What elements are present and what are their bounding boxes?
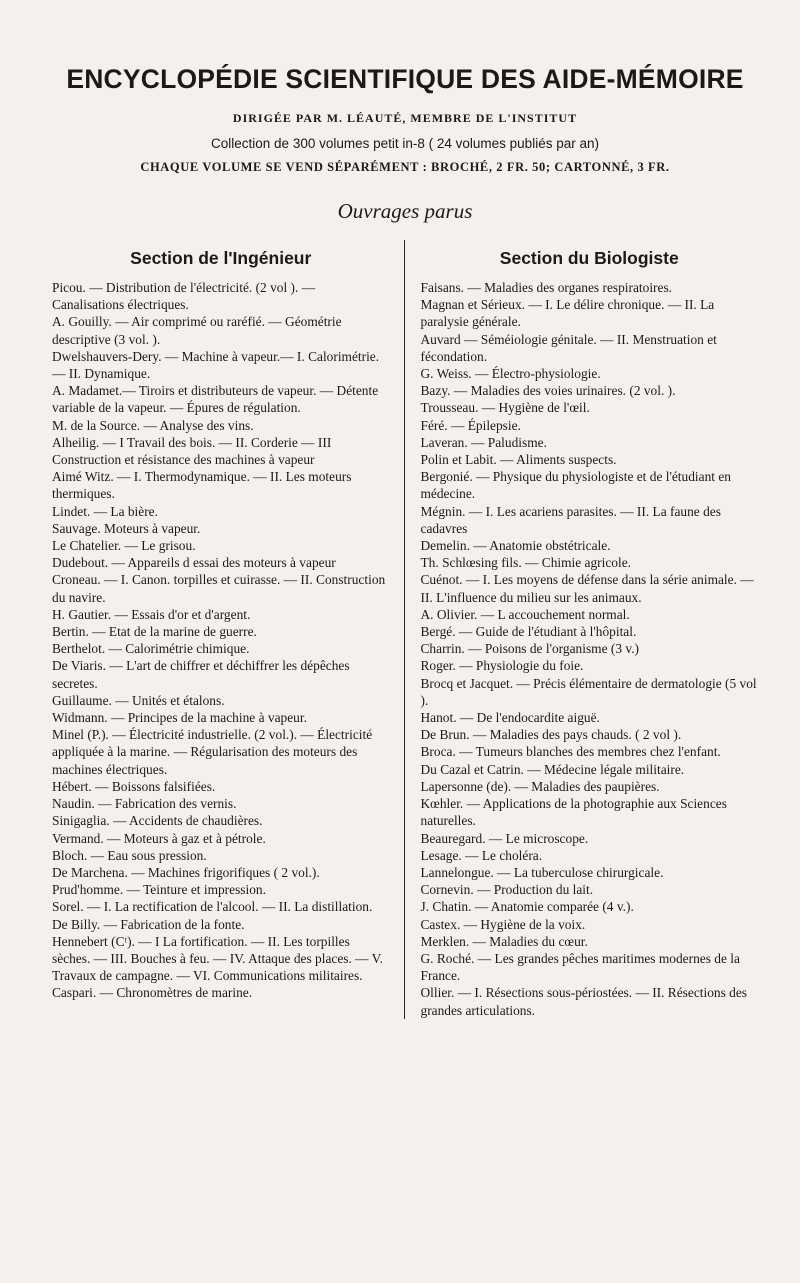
list-item: Auvard — Séméiologie génitale. — II. Menstruation et fécondation. <box>420 331 717 364</box>
list-item: Le Chatelier. — Le grisou. <box>52 538 196 554</box>
page-title: ENCYCLOPÉDIE SCIENTIFIQUE DES AIDE-MÉMOIRE <box>66 64 744 94</box>
list-item: Minel (P.). — Électricité industrielle. (2 vol.). — Électricité appliquée à la marine. — Régularisation des moteurs des machines électriques. <box>52 727 373 777</box>
list-item: Brocq et Jacquet. — Précis élémentaire de dermatologie (5 vol ). <box>420 675 757 708</box>
list-item: Hennebert (Cᵗ). — I La fortification. — II. Les torpilles sèches. — III. Bouches à feu. — IV. Attaque des places. — V. Travaux de campagne. — VI. Communications militaires. <box>52 933 383 984</box>
list-item: Castex. — Hygiène de la voix. <box>420 916 586 932</box>
right-entry-list <box>421 279 759 1019</box>
list-item: Naudin. — Fabrication des vernis. <box>52 796 237 812</box>
list-item: G. Roché. — Les grandes pêches maritimes modernes de la France. <box>420 950 740 984</box>
list-item: De Marchena. — Machines frigorifiques ( 2 vol.). <box>52 864 320 880</box>
list-item: Sinigaglia. — Accidents de chaudières. <box>52 813 263 829</box>
list-item: De Billy. — Fabrication de la fonte. <box>52 916 245 932</box>
list-item: Lapersonne (de). — Maladies des paupières. <box>420 778 660 794</box>
list-item: Sorel. — I. La rectification de l'alcool. — II. La distillation. <box>52 899 373 915</box>
list-item: Guillaume. — Unités et étalons. <box>52 692 225 708</box>
list-item: M. de la Source. — Analyse des vins. <box>52 417 254 433</box>
list-item: Ollier. — I. Résections sous-périostées. — II. Résections des grandes articulations. <box>420 985 748 1018</box>
list-item: Caspari. — Chronomètres de marine. <box>52 985 253 1001</box>
right-column <box>404 240 759 1019</box>
list-item: A. Gouilly. — Air comprimé ou raréfié. — Géométrie descriptive (3 vol. ). <box>52 314 342 347</box>
list-item: Dwelshauvers-Dery. — Machine à vapeur.— I. Calorimétrie. — II. Dynamique. <box>52 348 380 382</box>
list-item: Croneau. — I. Canon. torpilles et cuirasse. — II. Construction du navire. <box>52 572 386 605</box>
collection-line: Collection de 300 volumes petit in-8 ( 24 volumes publiés par an) <box>211 136 599 151</box>
list-item: Bloch. — Eau sous pression. <box>52 847 207 863</box>
list-item: Magnan et Sérieux. — I. Le délire chronique. — II. La paralysie générale. <box>420 297 715 330</box>
list-item: Du Cazal et Catrin. — Médecine légale militaire. <box>420 761 685 777</box>
list-item: J. Chatin. — Anatomie comparée (4 v.). <box>420 899 634 915</box>
list-item: Hanot. — De l'endocardite aiguë. <box>420 710 600 726</box>
list-item: A. Olivier. — L accouchement normal. <box>420 606 630 622</box>
list-item: Widmann. — Principes de la machine à vapeur. <box>52 710 307 726</box>
list-item: Féré. — Épilepsie. <box>420 417 521 433</box>
list-item: Aimé Witz. — I. Thermodynamique. — II. Les moteurs thermiques. <box>52 469 352 502</box>
list-item: A. Madamet.— Tiroirs et distributeurs de vapeur. — Détente variable de la vapeur. — Épures de régulation. <box>52 383 379 416</box>
list-item: De Brun. — Maladies des pays chauds. ( 2 vol ). <box>420 727 682 743</box>
list-item: Dudebout. — Appareils d essai des moteurs à vapeur <box>52 555 336 571</box>
list-item: Lindet. — La bière. <box>52 503 158 519</box>
list-item: De Viaris. — L'art de chiffrer et déchiffrer les dépêches secretes. <box>52 658 350 691</box>
list-item: Vermand. — Moteurs à gaz et à pétrole. <box>52 830 266 846</box>
list-item: Lesage. — Le choléra. <box>420 847 543 863</box>
list-item: Bazy. — Maladies des voies urinaires. (2 vol. ). <box>420 383 676 399</box>
list-item: Hébert. — Boissons falsifiées. <box>52 778 216 794</box>
list-item: Sauvage. Moteurs à vapeur. <box>52 520 201 536</box>
list-item: Bertin. — Etat de la marine de guerre. <box>52 624 257 640</box>
list-item: Bergé. — Guide de l'étudiant à l'hôpital. <box>420 624 637 640</box>
left-column-title: Section de l'Ingénieur <box>130 248 312 268</box>
list-item: Alheilig. — I Travail des bois. — II. Corderie — III Construction et résistance des machines à vapeur <box>52 434 332 468</box>
list-item: Cuénot. — I. Les moyens de défense dans la série animale. — II. L'influence du milieu sur les animaux. <box>420 572 754 605</box>
list-item: Prud'homme. — Teinture et impression. <box>52 882 266 898</box>
page <box>52 64 758 1019</box>
list-item: Roger. — Physiologie du foie. <box>420 658 584 674</box>
left-entry-list <box>52 279 390 1002</box>
list-item: Mégnin. — I. Les acariens parasites. — II. La faune des cadavres <box>420 503 721 536</box>
list-item: Polin et Labit. — Aliments suspects. <box>420 452 617 468</box>
list-item: Faisans. — Maladies des organes respiratoires. <box>420 280 673 295</box>
list-item: Kœhler. — Applications de la photographie aux Sciences naturelles. <box>420 796 727 829</box>
list-item: Picou. — Distribution de l'électricité. (2 vol ). — Canalisations électriques. <box>52 280 316 313</box>
list-item: Charrin. — Poisons de l'organisme (3 v.) <box>420 641 639 657</box>
list-item: G. Weiss. — Électro-physiologie. <box>420 366 601 382</box>
right-column-title: Section du Biologiste <box>499 248 679 268</box>
price-line: CHAQUE VOLUME SE VEND SÉPARÉMENT : BROCHÉ, 2 FR. 50; CARTONNÉ, 3 FR. <box>140 160 670 174</box>
list-item: Merklen. — Maladies du cœur. <box>420 933 588 949</box>
columns <box>52 240 758 1019</box>
section-banner: Ouvrages parus <box>337 199 473 223</box>
list-item: Lannelongue. — La tuberculose chirurgicale. <box>420 864 664 880</box>
list-item: Broca. — Tumeurs blanches des membres chez l'enfant. <box>420 744 721 760</box>
list-item: Cornevin. — Production du lait. <box>420 882 594 898</box>
list-item: Th. Schlœsing fils. — Chimie agricole. <box>420 555 632 571</box>
list-item: Laveran. — Paludisme. <box>420 434 547 450</box>
editor-line: DIRIGÉE PAR M. LÉAUTÉ, MEMBRE DE L'INSTITUT <box>232 111 578 125</box>
list-item: Berthelot. — Calorimétrie chimique. <box>52 641 250 657</box>
list-item: Beauregard. — Le microscope. <box>420 830 589 846</box>
list-item: Bergonié. — Physique du physiologiste et de l'étudiant en médecine. <box>420 469 731 502</box>
list-item: Trousseau. — Hygiène de l'œil. <box>420 400 590 416</box>
list-item: Demelin. — Anatomie obstétricale. <box>420 538 611 554</box>
left-column <box>52 240 404 1019</box>
list-item: H. Gautier. — Essais d'or et d'argent. <box>52 606 251 622</box>
